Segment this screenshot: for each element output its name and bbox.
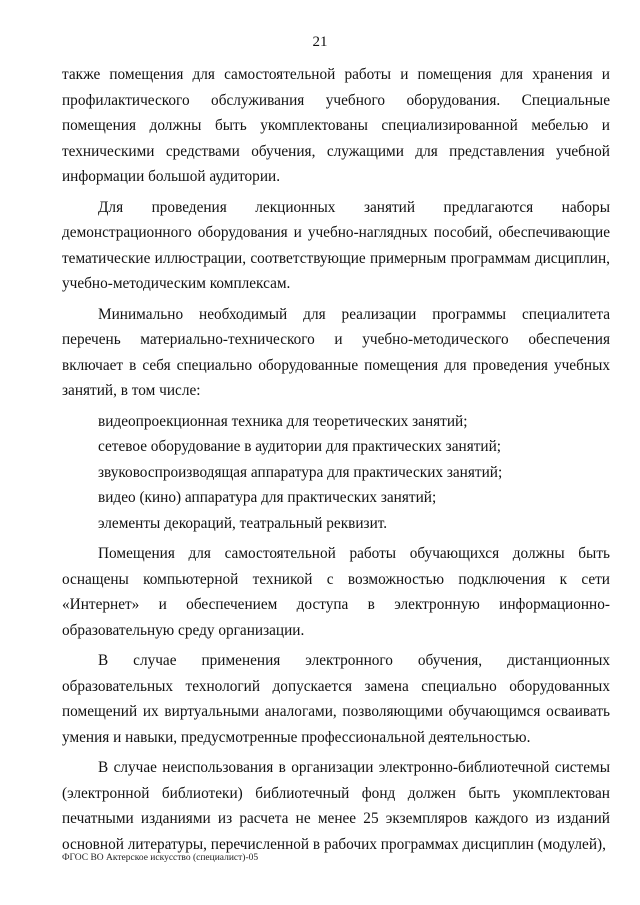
equipment-list — [62, 409, 610, 537]
list-item: видео (кино) аппаратура для практических занятий; — [98, 489, 437, 506]
paragraph: Для проведения лекционных занятий предлагаются наборы демонстрационного оборудования и учебно-наглядных пособий, обеспечивающие тематические иллюстрации, соответствующие примерным программам дисциплин, учебно-методическим комплексам. — [62, 198, 610, 292]
paragraph: также помещения для самостоятельной работы и помещения для хранения и профилактического обслуживания учебного оборудования. Специальные помещения должны быть укомплектованы специализированной мебелью и техническими средствами обучения, служащими для представления учебной информации большой аудитории. — [62, 66, 610, 185]
document-body — [62, 62, 610, 862]
paragraph: В случае неиспользования в организации электронно-библиотечной системы (электронной библиотеки) библиотечный фонд должен быть укомплектован печатными изданиями из расчета не менее 25 экземпляров каждого из изданий основной литературы, перечисленной в рабочих программах дисциплин (модулей), — [62, 759, 610, 853]
paragraph: В случае применения электронного обучения, дистанционных образовательных технологий допускается замена специально оборудованных помещений их виртуальными аналогами, позволяющими обучающимся осваивать умения и навыки, предусмотренные профессиональной деятельностью. — [62, 652, 610, 746]
paragraph: Минимально необходимый для реализации программы специалитета перечень материально-технического и учебно-методического обеспечения включает в себя специально оборудованные помещения для проведения учебных занятий, в том числе: — [62, 305, 610, 399]
list-item: видеопроекционная техника для теоретических занятий; — [98, 412, 468, 430]
list-item: сетевое оборудование в аудитории для практических занятий; — [98, 438, 502, 455]
page-number: 21 — [312, 34, 328, 50]
document-footer: ФГОС ВО Актерское искусство (специалист)-05 — [62, 853, 259, 863]
list-item: элементы декораций, театральный реквизит. — [98, 514, 388, 532]
paragraph: Помещения для самостоятельной работы обучающихся должны быть оснащены компьютерной техникой с возможностью подключения к сети «Интернет» и обеспечением доступа в электронную информационно-образовательную среду организации. — [62, 545, 610, 639]
list-item: звуковоспроизводящая аппаратура для практических занятий; — [98, 463, 503, 481]
